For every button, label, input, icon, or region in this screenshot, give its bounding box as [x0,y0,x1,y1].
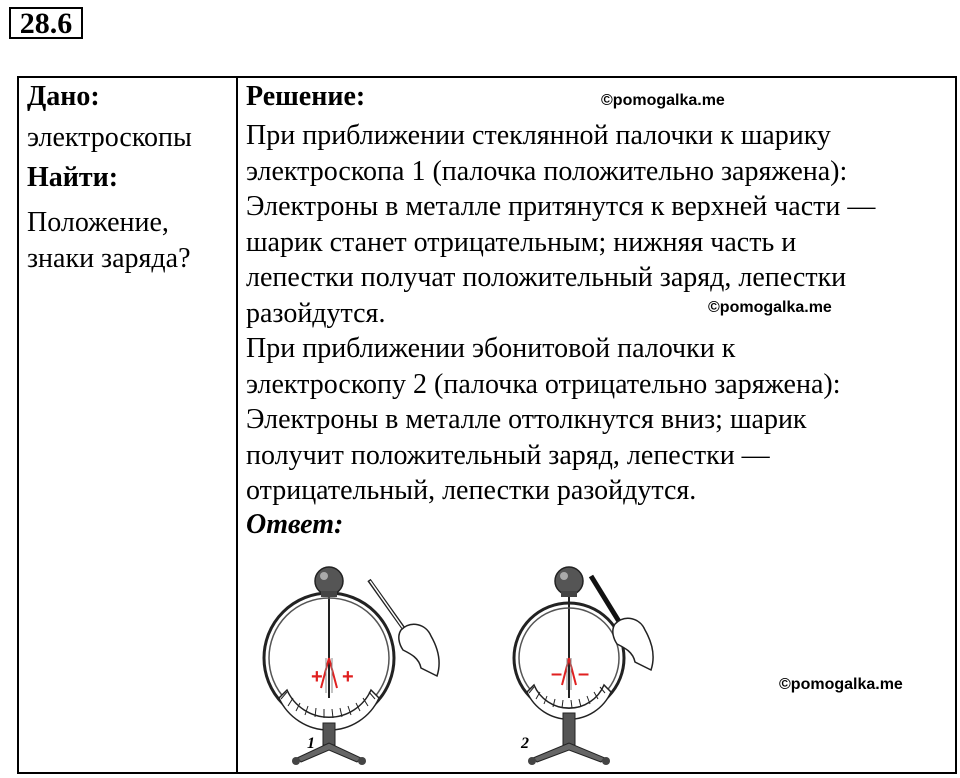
find-heading: Найти: [27,162,119,193]
electroscope-figure [251,558,711,774]
figure-label: 2 [521,735,529,752]
find-line: знаки заряда? [27,243,191,274]
given-column [27,78,232,277]
find-line: Положение, [27,207,169,238]
figure-label: 1 [307,735,315,752]
stopper [561,591,577,597]
charge-label: – [551,663,563,685]
stand-foot [292,757,300,765]
charge-label: – [578,663,590,685]
watermark: ©pomogalka.me [779,676,903,693]
given-line: электроскопы [27,122,192,153]
solution-line: получит положительный заряд, лепестки — [246,439,770,471]
problem-number: 28.6 [9,7,83,39]
solution-line: электроскопа 1 (палочка положительно заряжена): [246,155,848,187]
glass-rod-highlight [370,581,408,635]
solution-line: При приближении эбонитовой палочки к [246,333,736,364]
stand-post [563,713,575,745]
solution-column [246,78,946,541]
ball-highlight [560,572,568,580]
solution-heading: Решение: [246,81,366,112]
charge-label: + [311,666,323,688]
stopper [321,591,337,597]
answer-heading: Ответ: [246,508,344,540]
ball-highlight [320,572,328,580]
solution-line: шарик станет отрицательным; нижняя часть и [246,226,797,258]
given-heading: Дано: [27,81,100,112]
solution-line: отрицательный, лепестки разойдутся. [246,475,697,506]
stand-base [533,743,605,762]
solution-text [246,118,946,509]
solution-line: Электроны в металле оттолкнутся вниз; шарик [246,404,807,435]
solution-table [17,76,957,774]
watermark: ©pomogalka.me [708,299,832,316]
electroscope-2 [514,567,653,765]
hand-1 [399,624,439,676]
solution-line: электроскопу 2 (палочка отрицательно заряжена): [246,368,841,400]
stand-foot [358,757,366,765]
stand-foot [528,757,536,765]
stand-foot [602,757,610,765]
leaf-right [569,658,576,685]
solution-line: Электроны в металле притянутся к верхней части — [246,191,876,222]
solution-line: лепестки получат положительный заряд, лепестки [246,262,847,293]
solution-line: разойдутся. [246,297,386,329]
leaf-right [329,658,337,688]
charge-label: + [342,666,354,688]
watermark: ©pomogalka.me [601,92,725,109]
leaf-left [562,658,569,685]
column-divider [236,78,238,772]
stand-post [323,723,335,745]
electroscope-ball [315,567,343,595]
electroscope-1 [264,567,439,765]
solution-line: При приближении стеклянной палочки к шарику [246,120,831,151]
electroscope-ball [555,567,583,595]
